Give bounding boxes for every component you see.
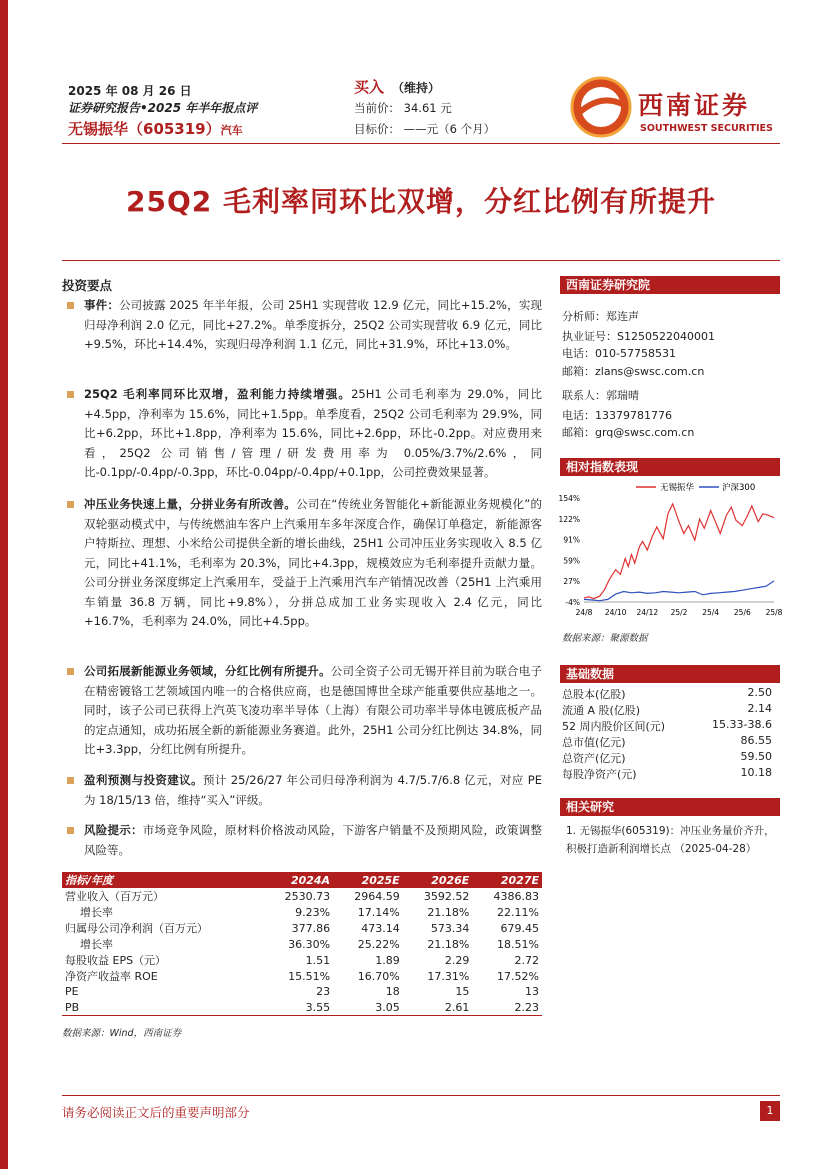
bullet-risk: 风险提示：市场竞争风险，原材料价格波动风险，下游客户销量不及预期风险，政策调整风险等。 bbox=[68, 821, 542, 860]
y-tick-label: -4% bbox=[565, 598, 580, 607]
target-price: 目标价： ——元（6 个月） bbox=[354, 122, 496, 136]
logo-icon bbox=[570, 76, 632, 142]
table-row: 归属母公司净利润（百万元） 377.86 473.14 573.34 679.45 bbox=[65, 921, 539, 935]
x-tick-label: 25/2 bbox=[670, 608, 688, 617]
bullet-icon bbox=[67, 391, 74, 398]
x-tick-label: 25/4 bbox=[702, 608, 720, 617]
y-tick-label: 59% bbox=[563, 556, 580, 566]
contact-email: 邮箱：grq@swsc.com.cn bbox=[562, 426, 695, 439]
disclaimer-link[interactable]: 请务必阅读正文后的重要声明部分 bbox=[62, 1105, 250, 1120]
analyst-email: 邮箱：zlans@swsc.com.cn bbox=[562, 365, 705, 378]
report-date: 2025 年 08 月 26 日 bbox=[68, 84, 192, 98]
contact-name: 联系人：郭瑞晴 bbox=[562, 389, 639, 402]
x-tick-label: 25/8 bbox=[765, 608, 782, 617]
left-accent-bar bbox=[0, 0, 8, 1169]
related-research-item[interactable]: 1. 无锡振华(605319)：冲压业务量价齐升，积极打造新利润增长点 （2025-04-28） bbox=[566, 825, 775, 855]
bullet-icon bbox=[67, 827, 74, 834]
relative-index-chart bbox=[556, 478, 782, 620]
basic-data-row: 流通 A 股(亿股) 2.14 bbox=[562, 702, 772, 717]
basic-data-row: 总市值(亿元) 86.55 bbox=[562, 734, 772, 749]
license-no: 执业证号：S1250522040001 bbox=[562, 330, 715, 343]
rating: 买入 （维持） bbox=[354, 78, 441, 96]
basic-data-header: 基础数据 bbox=[560, 665, 780, 683]
table-row: PB 3.55 3.05 2.61 2.23 bbox=[62, 1000, 542, 1016]
analyst-phone: 电话：010-57758531 bbox=[562, 347, 676, 360]
chart-source: 数据来源：聚源数据 bbox=[562, 633, 648, 644]
related-research-header: 相关研究 bbox=[560, 798, 780, 816]
section-title: 投资要点 bbox=[62, 278, 113, 293]
table-row: PE 23 18 15 13 bbox=[65, 985, 539, 999]
y-tick-label: 154% bbox=[558, 494, 580, 503]
contact-phone: 电话：13379781776 bbox=[562, 409, 672, 422]
y-tick-label: 122% bbox=[558, 514, 580, 524]
bullet-icon bbox=[67, 777, 74, 784]
page-number: 1 bbox=[760, 1101, 780, 1121]
table-row: 营业收入（百万元） 2530.73 2964.59 3592.52 4386.83 bbox=[65, 889, 539, 903]
table-row: 增长率 36.30% 25.22% 21.18% 18.51% bbox=[80, 937, 539, 951]
basic-data-row: 总股本(亿股) 2.50 bbox=[562, 686, 772, 701]
research-team-header: 西南证券研究院 bbox=[560, 276, 780, 294]
table-row: 每股收益 EPS（元） 1.51 1.89 2.29 2.72 bbox=[65, 953, 539, 967]
y-tick-label: 91% bbox=[563, 535, 580, 545]
table-row: 净资产收益率 ROE 15.51% 16.70% 17.31% 17.52% bbox=[65, 969, 539, 983]
analyst-name: 分析师：郑连声 bbox=[562, 310, 639, 323]
header-divider bbox=[62, 143, 780, 144]
bullet-icon bbox=[67, 668, 74, 675]
industry-label: 汽车 bbox=[220, 124, 243, 137]
legend-label-1: 无锡振华 bbox=[660, 483, 695, 493]
logo-text: 西南证券 bbox=[638, 91, 751, 120]
bullet-icon bbox=[67, 302, 74, 309]
bullet-margin: 25Q2 毛利率同环比双增，盈利能力持续增强。25H1 公司毛利率为 29.0%，同比+4.5pp，净利率为 15.6%，同比+1.5pp。单季度看，25Q2 公司毛利率为 29.9%，同比+6.2pp，环比+1.8pp，净利率为 15.6%，同比+2.6pp，环比-0.2pp。对应费用来看，25Q2 公司销售/管理/研发费用率为 0.05%/3.7%/2.6%，同比-0.1pp/-0.4pp/-0.3pp，环比-0.04pp/-0.4pp/+0.1pp，公司控费效果显著。 bbox=[68, 385, 542, 483]
table-row: 增长率 9.23% 17.14% 21.18% 22.11% bbox=[80, 905, 539, 919]
table-header: 指标/年度 2024A 2025E 2026E 2027E bbox=[62, 872, 542, 888]
footer-divider bbox=[62, 1095, 780, 1096]
headline: 25Q2 毛利率同环比双增，分红比例有所提升 bbox=[125, 185, 716, 218]
company-name: 无锡振华（605319）汽车 bbox=[68, 120, 243, 138]
bullet-event: 事件：公司披露 2025 年半年报，公司 25H1 实现营收 12.9 亿元，同比+15.2%，实现归母净利润 2.0 亿元，同比+27.2%。单季度拆分，25Q2 公司实现营收 6.9 亿元，同比+9.5%，环比+14.4%，实现归母净利润 1.1 亿元，同比+31.9%，环比+13.0%。 bbox=[68, 296, 542, 355]
series-line-1 bbox=[584, 504, 774, 599]
bullet-forecast: 盈利预测与投资建议。预计 25/26/27 年公司归母净利润为 4.7/5.7/6.8 亿元，对应 PE 为 18/15/13 倍，维持“买入”评级。 bbox=[68, 771, 542, 810]
y-tick-label: 27% bbox=[563, 577, 580, 587]
headline-divider bbox=[62, 260, 780, 261]
bullet-stamping: 冲压业务快速上量，分拼业务有所改善。公司在“传统业务智能化+新能源业务规模化”的双轮驱动模式中，与传统燃油车客户上汽乘用车多年深度合作，确保订单稳定，新能源客户特斯拉、理想、小米给公司提供全新的增长曲线，25H1 公司冲压业务实现收入 8.5 亿元，同比+41.1%，毛利率为 20.3%，同比+4.3pp，规模效应为毛利率提升贡献力量。公司分拼业务深度绑定上汽乘用车，受益于上汽乘用汽车产销情况改善（25H1 上汽乘用车销量 36.8 万辆，同比+9.8%），分拼总成加工业务实现收入 2.4 亿元，同比+16.7%，毛利率为 24.0%，同比+4.5pp。 bbox=[68, 495, 542, 632]
legend-label-2: 沪深300 bbox=[722, 483, 756, 493]
series-line-2 bbox=[584, 581, 774, 601]
table-source: 数据来源：Wind，西南证券 bbox=[62, 1028, 182, 1039]
index-chart-header: 相对指数表现 bbox=[560, 458, 780, 476]
logo-text-en: SOUTHWEST SECURITIES bbox=[640, 123, 773, 134]
current-price: 当前价： 34.61 元 bbox=[354, 101, 452, 115]
bullet-new-energy: 公司拓展新能源业务领域，分红比例有所提升。公司全资子公司无锡开祥目前为联合电子在精密镀铬工艺领域国内唯一的合格供应商，也是德国博世全球产能重要供应基地之一。同时，该子公司已获得上汽英飞凌功率半导体（上海）有限公司功率半导体电镀底板产品的定点通知，成功拓展全新的新能源业务赛道。此外，25H1 公司分红比例达 34.8%，同比+3.3pp，分红比例有所提升。 bbox=[68, 662, 542, 760]
x-tick-label: 24/12 bbox=[636, 608, 659, 617]
forecast-table bbox=[62, 872, 542, 1016]
basic-data-row: 每股净资产(元) 10.18 bbox=[562, 766, 772, 781]
basic-data-row: 52 周内股价区间(元) 15.33-38.6 bbox=[562, 718, 772, 733]
basic-data-row: 总资产(亿元) 59.50 bbox=[562, 750, 772, 765]
x-tick-label: 24/10 bbox=[604, 608, 627, 617]
x-tick-label: 25/6 bbox=[733, 608, 751, 617]
bullet-icon bbox=[67, 501, 74, 508]
report-type: 证券研究报告•2025 年半年报点评 bbox=[68, 101, 258, 115]
x-tick-label: 24/8 bbox=[575, 608, 593, 617]
